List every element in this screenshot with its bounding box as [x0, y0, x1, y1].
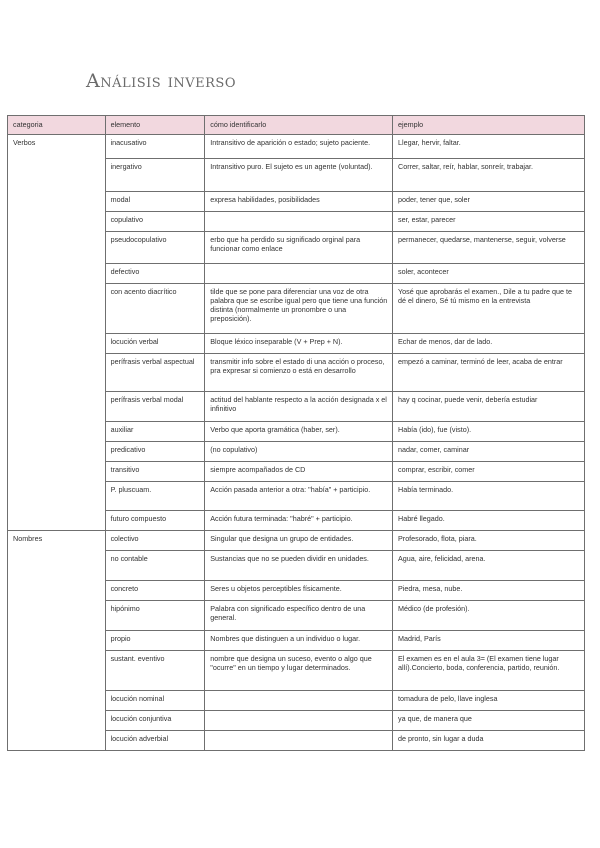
table-row: [8, 135, 585, 159]
how-cell: [205, 264, 393, 284]
element-cell: locución nominal: [105, 691, 205, 711]
element-cell: predicativo: [105, 442, 205, 462]
element-cell: inergativo: [105, 159, 205, 192]
how-cell: Nombres que distinguen a un individuo o lugar.: [205, 631, 393, 651]
category-cell: [8, 631, 106, 651]
table-row: [8, 422, 585, 442]
category-cell: [8, 284, 106, 334]
how-cell: Palabra con significado específico dentro de una general.: [205, 601, 393, 631]
how-cell: Bloque léxico inseparable (V + Prep + N).: [205, 334, 393, 354]
table-row: [8, 691, 585, 711]
table-row: [8, 159, 585, 192]
category-cell: [8, 462, 106, 482]
element-cell: defectivo: [105, 264, 205, 284]
how-cell: (no copulativo): [205, 442, 393, 462]
example-cell: Correr, saltar, reír, hablar, sonreír, trabajar.: [393, 159, 585, 192]
element-cell: concreto: [105, 581, 205, 601]
element-cell: hipónimo: [105, 601, 205, 631]
example-cell: Piedra, mesa, nube.: [393, 581, 585, 601]
table-row: [8, 392, 585, 422]
example-cell: Habré llegado.: [393, 511, 585, 531]
table-row: [8, 631, 585, 651]
table-row: [8, 601, 585, 631]
element-cell: pseudocopulativo: [105, 232, 205, 264]
table-row: [8, 192, 585, 212]
table-row: [8, 531, 585, 551]
category-cell: [8, 691, 106, 711]
table-row: [8, 482, 585, 511]
example-cell: Había terminado.: [393, 482, 585, 511]
table-row: [8, 551, 585, 581]
category-cell: [8, 482, 106, 511]
category-cell: [8, 354, 106, 392]
how-cell: Verbo que aporta gramática (haber, ser).: [205, 422, 393, 442]
category-cell: [8, 159, 106, 192]
table-row: [8, 334, 585, 354]
element-cell: colectivo: [105, 531, 205, 551]
element-cell: sustant. eventivo: [105, 651, 205, 691]
category-cell: [8, 232, 106, 264]
table-row: [8, 354, 585, 392]
table-row: [8, 651, 585, 691]
example-cell: soler, acontecer: [393, 264, 585, 284]
element-cell: futuro compuesto: [105, 511, 205, 531]
table-row: [8, 212, 585, 232]
element-cell: P. pluscuam.: [105, 482, 205, 511]
example-cell: Profesorado, flota, piara.: [393, 531, 585, 551]
example-cell: Médico (de profesión).: [393, 601, 585, 631]
element-cell: inacusativo: [105, 135, 205, 159]
how-cell: tilde que se pone para diferenciar una voz de otra palabra que se escribe igual pero que tiene una función distinta (normalmente un pronombre o una preposición).: [205, 284, 393, 334]
how-cell: [205, 711, 393, 731]
category-cell: [8, 334, 106, 354]
example-cell: hay q cocinar, puede venir, debería estudiar: [393, 392, 585, 422]
table-row: [8, 442, 585, 462]
how-cell: Sustancias que no se pueden dividir en unidades.: [205, 551, 393, 581]
example-cell: Echar de menos, dar de lado.: [393, 334, 585, 354]
category-cell: [8, 392, 106, 422]
element-cell: propio: [105, 631, 205, 651]
table-row: [8, 731, 585, 751]
how-cell: Acción futura terminada: "habré" + participio.: [205, 511, 393, 531]
header-how-to-identify: cómo identificarlo: [205, 116, 393, 135]
how-cell: Singular que designa un grupo de entidades.: [205, 531, 393, 551]
element-cell: con acento diacrítico: [105, 284, 205, 334]
how-cell: Intransitivo de aparición o estado; sujeto paciente.: [205, 135, 393, 159]
element-cell: no contable: [105, 551, 205, 581]
how-cell: siempre acompañados de CD: [205, 462, 393, 482]
example-cell: empezó a caminar, terminó de leer, acaba de entrar: [393, 354, 585, 392]
example-cell: El examen es en el aula 3= (El examen tiene lugar allí).Concierto, boda, conferencia, partido, reunión.: [393, 651, 585, 691]
element-cell: perífrasis verbal aspectual: [105, 354, 205, 392]
element-cell: locución conjuntiva: [105, 711, 205, 731]
element-cell: modal: [105, 192, 205, 212]
table-row: [8, 462, 585, 482]
category-cell: [8, 651, 106, 691]
example-cell: comprar, escribir, comer: [393, 462, 585, 482]
table-row: [8, 711, 585, 731]
how-cell: nombre que designa un suceso, evento o algo que "ocurre" en un tiempo y lugar determinados.: [205, 651, 393, 691]
how-cell: [205, 212, 393, 232]
how-cell: actitud del hablante respecto a la acción designada x el infinitivo: [205, 392, 393, 422]
example-cell: Agua, aire, felicidad, arena.: [393, 551, 585, 581]
table-row: [8, 581, 585, 601]
example-cell: Llegar, hervir, faltar.: [393, 135, 585, 159]
example-cell: nadar, comer, caminar: [393, 442, 585, 462]
category-cell: [8, 264, 106, 284]
category-cell: [8, 601, 106, 631]
category-cell: Verbos: [8, 135, 106, 159]
example-cell: de pronto, sin lugar a duda: [393, 731, 585, 751]
table-row: [8, 232, 585, 264]
example-cell: tomadura de pelo, llave inglesa: [393, 691, 585, 711]
example-cell: poder, tener que, soler: [393, 192, 585, 212]
element-cell: perífrasis verbal modal: [105, 392, 205, 422]
category-cell: [8, 511, 106, 531]
example-cell: Yosé que aprobarás el examen., Dile a tu padre que te dé el dinero, Sé tú mismo en la entrevista: [393, 284, 585, 334]
example-cell: ya que, de manera que: [393, 711, 585, 731]
how-cell: transmitir info sobre el estado di una acción o proceso, pra expresar si comienzo o está en desarrollo: [205, 354, 393, 392]
category-cell: [8, 192, 106, 212]
table-row: [8, 264, 585, 284]
example-cell: Había (ido), fue (visto).: [393, 422, 585, 442]
example-cell: ser, estar, parecer: [393, 212, 585, 232]
table-row: [8, 284, 585, 334]
element-cell: transitivo: [105, 462, 205, 482]
header-category: categoria: [8, 116, 106, 135]
element-cell: locución verbal: [105, 334, 205, 354]
category-cell: [8, 581, 106, 601]
how-cell: Intransitivo puro. El sujeto es un agente (voluntad).: [205, 159, 393, 192]
how-cell: expresa habilidades, posibilidades: [205, 192, 393, 212]
table-header-row: [8, 116, 585, 135]
header-element: elemento: [105, 116, 205, 135]
header-example: ejemplo: [393, 116, 585, 135]
element-cell: auxiliar: [105, 422, 205, 442]
document-title: Análisis inverso: [86, 70, 236, 92]
category-cell: [8, 212, 106, 232]
how-cell: [205, 691, 393, 711]
category-cell: [8, 442, 106, 462]
how-cell: Seres u objetos perceptibles físicamente.: [205, 581, 393, 601]
category-cell: Nombres: [8, 531, 106, 551]
category-cell: [8, 422, 106, 442]
how-cell: erbo que ha perdido su significado orginal para funcionar como enlace: [205, 232, 393, 264]
element-cell: locución adverbial: [105, 731, 205, 751]
how-cell: [205, 731, 393, 751]
element-cell: copulativo: [105, 212, 205, 232]
category-cell: [8, 731, 106, 751]
example-cell: Madrid, París: [393, 631, 585, 651]
category-cell: [8, 711, 106, 731]
how-cell: Acción pasada anterior a otra: "había" + participio.: [205, 482, 393, 511]
analysis-table: [7, 115, 585, 751]
example-cell: permanecer, quedarse, mantenerse, seguir, volverse: [393, 232, 585, 264]
table-row: [8, 511, 585, 531]
category-cell: [8, 551, 106, 581]
